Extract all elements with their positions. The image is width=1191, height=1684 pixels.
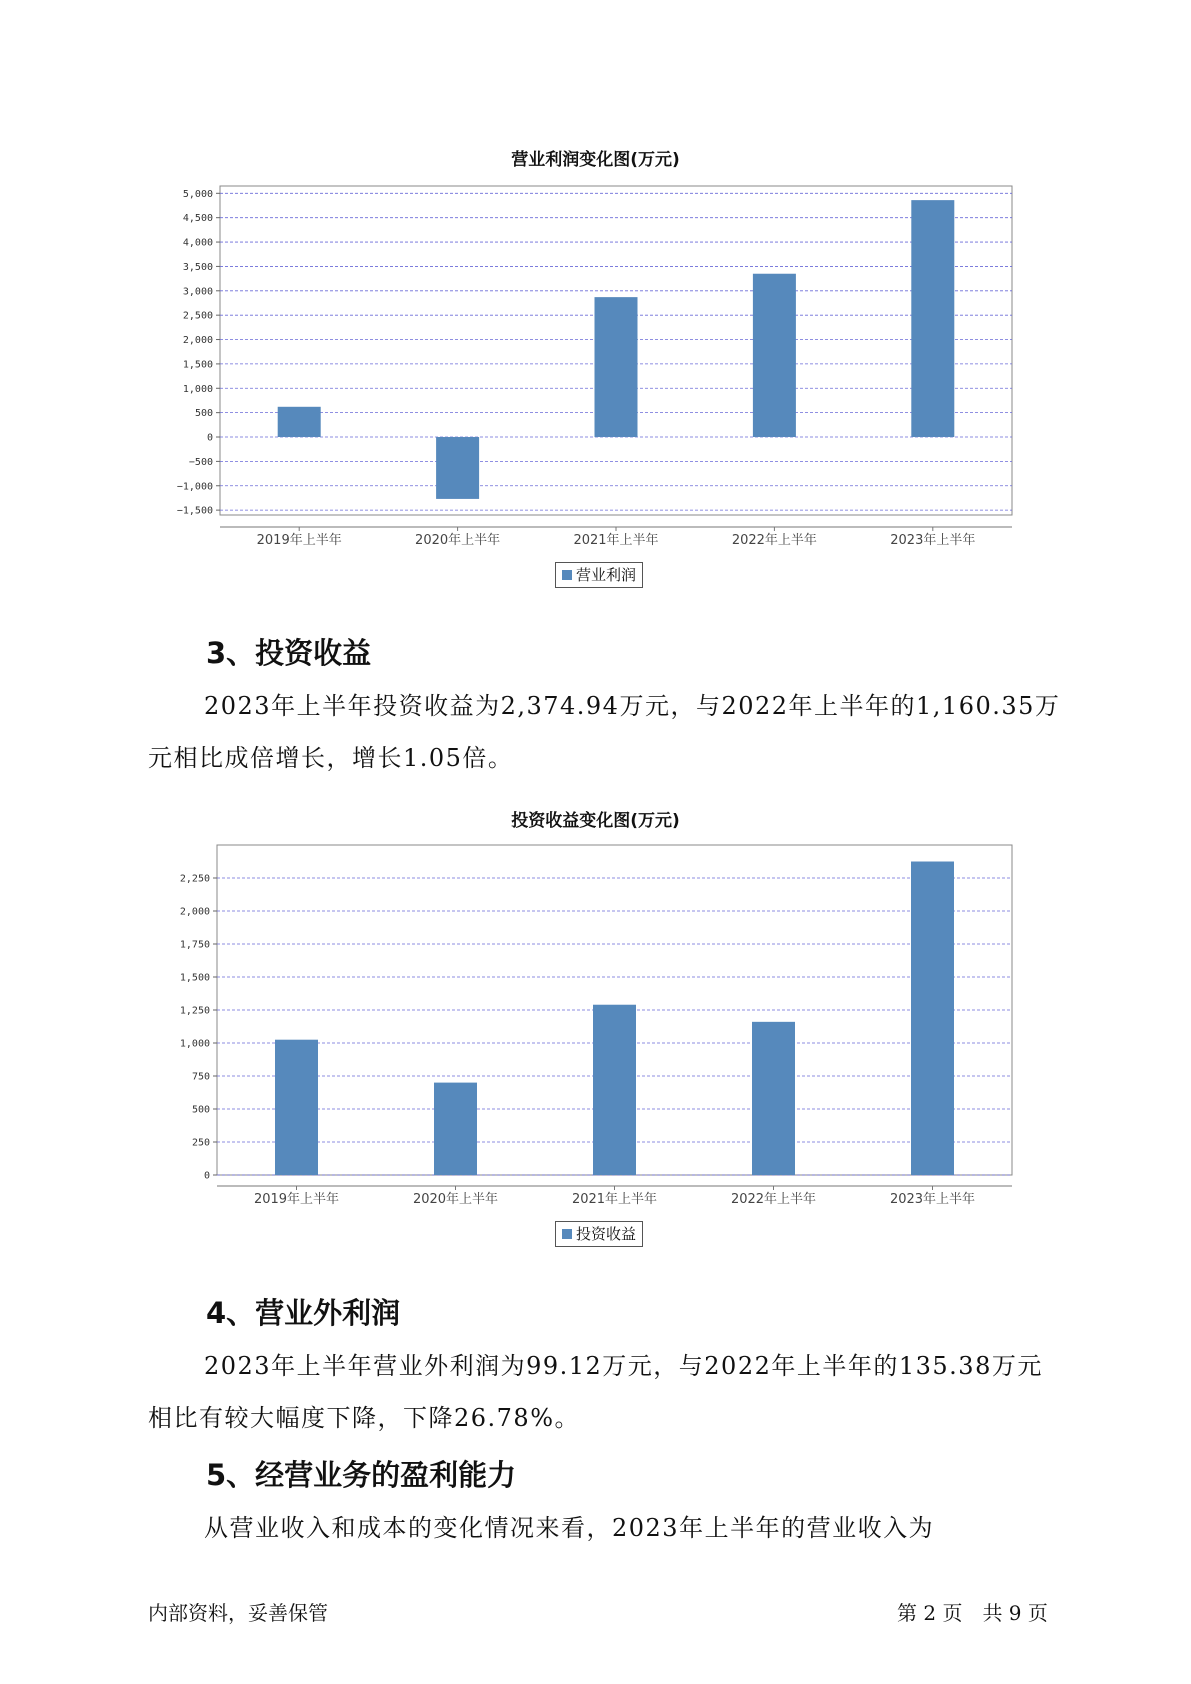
legend-label: 营业利润 bbox=[576, 566, 637, 584]
footer-page-number: 第 2 页 共 9 页 bbox=[897, 1601, 1048, 1625]
paragraph-non-operating-profit: 2023年上半年营业外利润为99.12万元，与2022年上半年的135.38万元相比有较大幅度下降，下降26.78%。 bbox=[148, 1352, 1043, 1432]
x-tick-label: 2022年上半年 bbox=[730, 1192, 817, 1207]
bar bbox=[911, 862, 954, 1175]
y-tick-label: −500 bbox=[188, 456, 213, 468]
y-tick-label: 4,500 bbox=[182, 213, 213, 225]
y-tick-label: 3,000 bbox=[182, 286, 213, 298]
y-tick-label: 0 bbox=[206, 432, 213, 444]
y-tick-label: 500 bbox=[194, 408, 213, 420]
bar bbox=[275, 1040, 318, 1175]
x-tick-label: 2023年上半年 bbox=[889, 1192, 976, 1207]
x-tick-label: 2021年上半年 bbox=[573, 533, 659, 548]
y-tick-label: 2,000 bbox=[182, 335, 213, 347]
legend-swatch bbox=[562, 1229, 572, 1239]
footer-left: 内部资料，妥善保管 bbox=[148, 1601, 328, 1625]
y-tick-label: 1,500 bbox=[179, 972, 210, 984]
x-tick-label: 2023年上半年 bbox=[890, 533, 976, 548]
y-tick-label: 1,750 bbox=[179, 939, 210, 951]
y-tick-label: 1,250 bbox=[179, 1005, 210, 1017]
y-tick-label: 2,000 bbox=[179, 906, 210, 918]
chart-title: 投资收益变化图(万元) bbox=[511, 811, 680, 831]
x-tick-label: 2021年上半年 bbox=[571, 1192, 658, 1207]
bar bbox=[593, 1005, 636, 1175]
bar bbox=[434, 1083, 477, 1175]
x-tick-label: 2019年上半年 bbox=[253, 1192, 340, 1207]
x-tick-label: 2019年上半年 bbox=[256, 533, 342, 548]
chart-title: 营业利润变化图(万元) bbox=[511, 150, 680, 170]
section-heading-investment-income: 3、投资收益 bbox=[206, 636, 372, 670]
section-heading-non-operating-profit: 4、营业外利润 bbox=[206, 1296, 401, 1330]
bar bbox=[752, 1022, 795, 1175]
y-tick-label: −1,500 bbox=[176, 505, 213, 517]
section-heading-profitability: 5、经营业务的盈利能力 bbox=[206, 1458, 517, 1492]
y-tick-label: 1,500 bbox=[182, 359, 213, 371]
y-tick-label: 2,500 bbox=[182, 310, 213, 322]
paragraph-investment-income: 2023年上半年投资收益为2,374.94万元，与2022年上半年的1,160.35万元相比成倍增长，增长1.05倍。 bbox=[148, 692, 1061, 772]
y-tick-label: 750 bbox=[191, 1071, 210, 1083]
y-tick-label: 4,000 bbox=[182, 237, 213, 249]
chart-legend bbox=[555, 1221, 643, 1247]
y-tick-label: 1,000 bbox=[182, 383, 213, 395]
x-tick-label: 2020年上半年 bbox=[412, 1192, 499, 1207]
y-tick-label: 3,500 bbox=[182, 261, 213, 273]
x-tick-label: 2022年上半年 bbox=[731, 533, 817, 548]
x-tick-label: 2020年上半年 bbox=[415, 533, 501, 548]
y-tick-label: −1,000 bbox=[176, 481, 213, 493]
y-tick-label: 250 bbox=[191, 1137, 210, 1149]
y-tick-label: 1,000 bbox=[179, 1038, 210, 1050]
y-tick-label: 5,000 bbox=[182, 188, 213, 200]
y-tick-label: 0 bbox=[203, 1170, 210, 1182]
paragraph-profitability: 从营业收入和成本的变化情况来看，2023年上半年的营业收入为 bbox=[204, 1514, 935, 1542]
y-tick-label: 500 bbox=[191, 1104, 210, 1116]
y-tick-label: 2,250 bbox=[179, 873, 210, 885]
legend-label: 投资收益 bbox=[576, 1225, 637, 1243]
